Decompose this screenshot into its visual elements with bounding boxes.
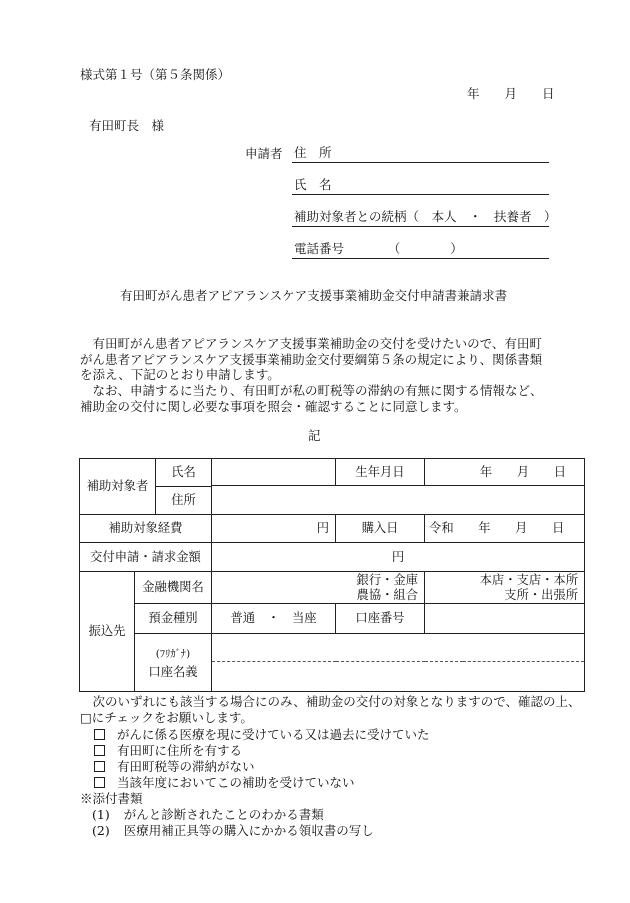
body-paragraph-2: なお、申請するに当たり、有田町が私の町税等の滞納の有無に関する情報など、補助金の交付に関し必要な事項を照会・確認することに同意します。: [80, 383, 543, 414]
branch-name-input[interactable]: [425, 572, 585, 604]
holder-label-cell: [135, 634, 212, 692]
addressee: 有田町長 様: [89, 118, 165, 133]
applicant-name-field[interactable]: [292, 176, 549, 195]
address-label: 住所: [171, 493, 196, 508]
applicant-label: 申請者: [245, 146, 283, 161]
checklist-label: 当該年度においてこの補助を受けていない: [117, 775, 355, 790]
checklist-item[interactable]: [80, 729, 430, 742]
expense-input[interactable]: 円: [212, 515, 336, 543]
branch-types-line-1: 本店・支店・本所: [479, 572, 579, 587]
date-line: 年 月 日: [467, 86, 555, 101]
form-number: 様式第１号（第５条関係）: [80, 67, 231, 82]
subject-address-input[interactable]: [212, 486, 585, 515]
furigana-label: (ﾌﾘｶﾞﾅ): [155, 647, 191, 660]
checklist-item[interactable]: [80, 745, 242, 758]
subject-label-text: 補助対象者: [80, 459, 156, 514]
subject-name-input[interactable]: [212, 459, 336, 486]
attachment-item: [92, 825, 374, 838]
name-label: 氏名: [156, 459, 211, 487]
bank-types-line-1: 銀行・金庫: [356, 572, 419, 587]
checkbox[interactable]: [94, 777, 105, 788]
body-paragraph-1: 有田町がん患者アピアランスケア支援事業補助金の交付を受けたいので、有田町がん患者アピアランスケア支援事業補助金交付要綱第５条の規定により、関係書類を添え、下記のとおり申請します。: [80, 336, 543, 382]
applicant-address-label: 住 所: [294, 144, 332, 160]
applicant-phone-label: 電話番号 （ ）: [294, 240, 463, 256]
applicant-address-field[interactable]: [292, 144, 549, 163]
expense-label: 補助対象経費: [80, 515, 212, 543]
checkbox[interactable]: [94, 761, 105, 772]
application-table: [79, 458, 585, 692]
amount-input[interactable]: 円: [212, 543, 585, 572]
attachment-num: (2): [92, 823, 110, 838]
bank-types-line-2: 農協・組合: [356, 587, 419, 602]
attachment-text: がんと診断されたことのわかる書類: [123, 807, 324, 822]
attachment-item: [92, 809, 324, 822]
birth-date-input[interactable]: 年 月 日: [425, 459, 585, 486]
attachments-label: ※添付書類: [80, 791, 143, 806]
birth-label: 生年月日: [336, 459, 425, 486]
eligibility-note: 次のいずれにも該当する場合にのみ、補助金の交付の対象となりますので、確認の上、□にチェックをお願いします。: [80, 694, 581, 725]
bank-name-input[interactable]: [212, 572, 425, 604]
purchase-date-input[interactable]: 令和 年 月 日: [425, 515, 585, 543]
attachment-text: 医療用補正具等の購入にかかる領収書の写し: [123, 823, 374, 838]
applicant-relation-label: 補助対象者との続柄（ 本人 ・ 扶養者 ）: [294, 208, 557, 224]
checklist-item[interactable]: [80, 761, 255, 774]
account-number-label: 口座番号: [336, 604, 425, 634]
holder-label: 口座名義: [148, 664, 198, 679]
bank-label: 金融機関名: [135, 572, 212, 604]
transfer-label: 振込先: [80, 572, 135, 692]
account-number-input[interactable]: [425, 604, 585, 634]
branch-types-line-2: 支所・出張所: [504, 587, 579, 602]
applicant-relation-field[interactable]: [292, 208, 557, 227]
holder-name-input[interactable]: [212, 662, 585, 692]
purchase-label: 購入日: [336, 515, 425, 543]
applicant-phone-field[interactable]: [292, 240, 549, 259]
checklist-label: 有田町に住所を有する: [117, 743, 243, 758]
document-title: 有田町がん患者アピアランスケア支援事業補助金交付申請書兼請求書: [120, 288, 508, 303]
furigana-input[interactable]: [212, 634, 585, 662]
applicant-name-label: 氏 名: [294, 176, 332, 192]
deposit-options[interactable]: 普通 ・ 当座: [212, 604, 336, 634]
checklist-label: 有田町税等の滞納がない: [117, 759, 255, 774]
ki-heading: 記: [308, 428, 321, 443]
checkbox[interactable]: [94, 729, 105, 740]
amount-label: 交付申請・請求金額: [80, 543, 212, 572]
checklist-item[interactable]: [80, 777, 355, 790]
subject-label: [80, 459, 212, 515]
checklist-label: がんに係る医療を現に受けている又は過去に受けていた: [117, 727, 430, 742]
deposit-label: 預金種別: [135, 604, 212, 634]
checkbox[interactable]: [94, 745, 105, 756]
attachment-num: (1): [92, 807, 110, 822]
